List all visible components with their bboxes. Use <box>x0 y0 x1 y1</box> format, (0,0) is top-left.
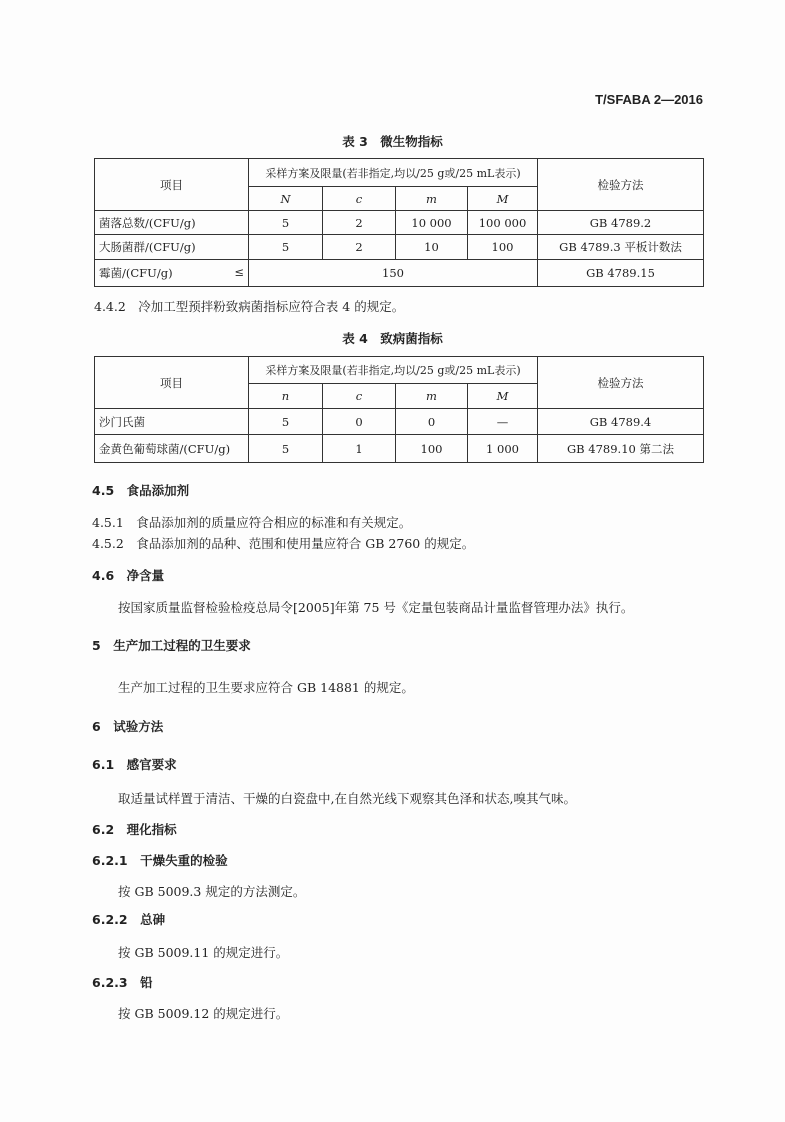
leq-sign: ≤ <box>234 265 244 279</box>
cell: GB 4789.2 <box>538 211 704 235</box>
cell: 100 <box>468 235 538 260</box>
cell: 10 <box>396 235 468 260</box>
cell: 沙门氏菌 <box>95 409 249 435</box>
sub-header: c <box>355 191 363 206</box>
cell: 0 <box>396 409 468 435</box>
paragraph: 按 GB 5009.12 的规定进行。 <box>118 1006 289 1021</box>
section-heading: 6.2.1 干燥失重的检验 <box>92 853 228 868</box>
col-method-header: 检验方法 <box>538 357 704 409</box>
cell: 1 000 <box>468 435 538 463</box>
cell: 100 000 <box>468 211 538 235</box>
table3-microbial-limits <box>94 158 704 287</box>
col-item-header: 项目 <box>95 357 249 409</box>
section-heading: 4.6 净含量 <box>92 568 165 583</box>
cell <box>95 260 249 287</box>
col-plan-header: 采样方案及限量(若非指定,均以/25 g或/25 mL表示) <box>249 159 538 187</box>
table4-pathogen-limits <box>94 356 704 463</box>
cell: 金黄色葡萄球菌/(CFU/g) <box>95 435 249 463</box>
table-row <box>95 435 704 463</box>
cell: 2 <box>323 211 396 235</box>
cell: 1 <box>323 435 396 463</box>
sub-header: M <box>496 389 509 403</box>
cell: GB 4789.3 平板计数法 <box>538 235 704 260</box>
section-heading: 6.2 理化指标 <box>92 822 177 837</box>
sub-header: c <box>355 389 363 403</box>
paragraph: 按 GB 5009.11 的规定进行。 <box>118 945 289 960</box>
col-method-header: 检验方法 <box>538 159 704 211</box>
table-row <box>95 260 704 287</box>
table-row <box>95 235 704 260</box>
section-heading: 6.2.3 铅 <box>92 975 153 990</box>
cell: 大肠菌群/(CFU/g) <box>95 235 249 260</box>
paragraph: 取适量试样置于清洁、干燥的白瓷盘中,在自然光线下观察其色泽和状态,嗅其气味。 <box>118 791 576 806</box>
cell: GB 4789.15 <box>538 260 704 287</box>
section-heading: 6 试验方法 <box>92 719 164 734</box>
cell: 100 <box>396 435 468 463</box>
table-row <box>95 211 704 235</box>
cell: 5 <box>249 235 323 260</box>
cell: 2 <box>323 235 396 260</box>
cell: 0 <box>323 409 396 435</box>
paragraph: 生产加工过程的卫生要求应符合 GB 14881 的规定。 <box>118 680 414 695</box>
mold-label: 霉菌/(CFU/g) <box>99 266 173 280</box>
paragraph: 4.5.1 食品添加剂的质量应符合相应的标准和有关规定。 <box>92 515 412 530</box>
cell: GB 4789.4 <box>538 409 704 435</box>
sub-header: N <box>280 191 291 206</box>
sub-header: M <box>496 191 509 206</box>
paragraph: 按 GB 5009.3 规定的方法测定。 <box>118 884 306 899</box>
cell: 10 000 <box>396 211 468 235</box>
sub-header: m <box>426 389 437 403</box>
paragraph: 按国家质量监督检验检疫总局令[2005]年第 75 号《定量包装商品计量监督管理办法》执行。 <box>118 600 634 615</box>
table-row <box>95 409 704 435</box>
col-plan-header: 采样方案及限量(若非指定,均以/25 g或/25 mL表示) <box>249 357 538 384</box>
section-heading: 5 生产加工过程的卫生要求 <box>92 638 251 653</box>
cell: 菌落总数/(CFU/g) <box>95 211 249 235</box>
sub-header: n <box>281 389 290 403</box>
cell: 5 <box>249 211 323 235</box>
cell: 5 <box>249 435 323 463</box>
sub-header: m <box>426 191 437 206</box>
table4-caption: 表 4 致病菌指标 <box>342 331 443 346</box>
cell: 5 <box>249 409 323 435</box>
cell: GB 4789.10 第二法 <box>538 435 704 463</box>
cell: 150 <box>249 260 538 287</box>
cell: — <box>468 409 538 435</box>
table3-caption: 表 3 微生物指标 <box>342 134 443 149</box>
clause-4-4-2: 4.4.2 冷加工型预拌粉致病菌指标应符合表 4 的规定。 <box>94 299 405 314</box>
standard-number-header: T/SFABA 2—2016 <box>595 92 703 107</box>
section-heading: 6.2.2 总砷 <box>92 912 166 927</box>
section-heading: 4.5 食品添加剂 <box>92 483 190 498</box>
section-heading: 6.1 感官要求 <box>92 757 177 772</box>
col-item-header: 项目 <box>95 159 249 211</box>
paragraph: 4.5.2 食品添加剂的品种、范围和使用量应符合 GB 2760 的规定。 <box>92 536 475 551</box>
